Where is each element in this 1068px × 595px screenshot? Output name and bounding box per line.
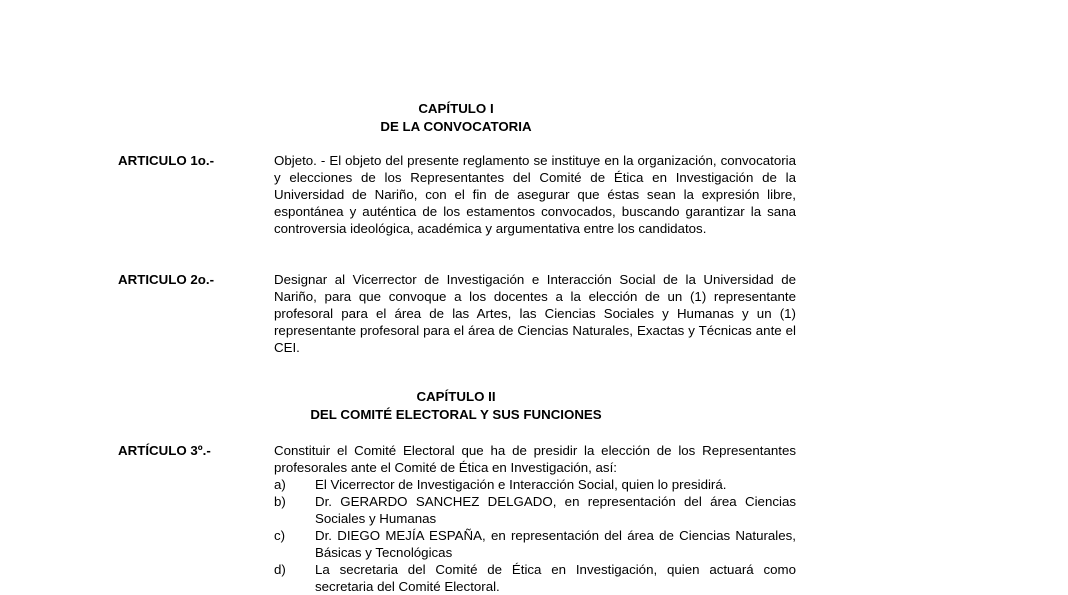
list-item [274, 561, 796, 595]
list-item-text: La secretaria del Comité de Ética en Investigación, quien actuará como secretaria del Comité Electoral. [315, 562, 796, 594]
chapter-heading-2 [0, 388, 912, 424]
article-label: ARTICULO 2o.- [118, 272, 215, 287]
article-label: ARTICULO 1o.- [118, 153, 215, 168]
list-item [274, 493, 796, 527]
chapter-title: CAPÍTULO II [416, 389, 496, 404]
article-body [274, 442, 796, 595]
list-item-text: Dr. GERARDO SANCHEZ DELGADO, en representación del área Ciencias Sociales y Humanas [315, 494, 796, 526]
article-body [274, 152, 796, 237]
chapter-subtitle: DEL COMITÉ ELECTORAL Y SUS FUNCIONES [310, 407, 602, 422]
article-intro: Constituir el Comité Electoral que ha de presidir la elección de los Representantes profesorales ante el Comité de Ética en Investigación, así: [274, 443, 796, 475]
article-body [274, 271, 796, 356]
list-item-text: El Vicerrector de Investigación e Interacción Social, quien lo presidirá. [315, 477, 727, 492]
article-text: Objeto. - El objeto del presente reglamento se instituye en la organización, convocatoria y elecciones de los Representantes del Comité de Ética en Investigación de la Universidad de Nariño, con el fin de asegurar que éstas sean la expresión libre, espontánea y auténtica de los estamentos convocados, buscando garantizar la sana controversia ideológica, académica y argumentativa entre los candidatos. [274, 153, 796, 236]
member-list [274, 476, 796, 595]
list-marker: c) [274, 528, 286, 543]
list-item [274, 476, 796, 493]
article-text: Designar al Vicerrector de Investigación e Interacción Social de la Universidad de Nariño, para que convoque a los docentes a la elección de un (1) representante profesoral para el área de las Artes, las Ciencias Sociales y Humanas y un (1) representante profesoral para el área de Ciencias Naturales, Exactas y Técnicas ante el CEI. [274, 272, 796, 355]
chapter-title: CAPÍTULO I [418, 101, 494, 116]
list-marker: d) [274, 562, 286, 577]
article-label: ARTÍCULO 3º.- [118, 443, 211, 458]
list-item [274, 527, 796, 561]
list-marker: a) [274, 477, 286, 492]
list-marker: b) [274, 494, 286, 509]
list-item-text: Dr. DIEGO MEJÍA ESPAÑA, en representación del área de Ciencias Naturales, Básicas y Tecnológicas [315, 528, 796, 560]
chapter-subtitle: DE LA CONVOCATORIA [380, 119, 532, 134]
chapter-heading-1 [0, 100, 912, 136]
